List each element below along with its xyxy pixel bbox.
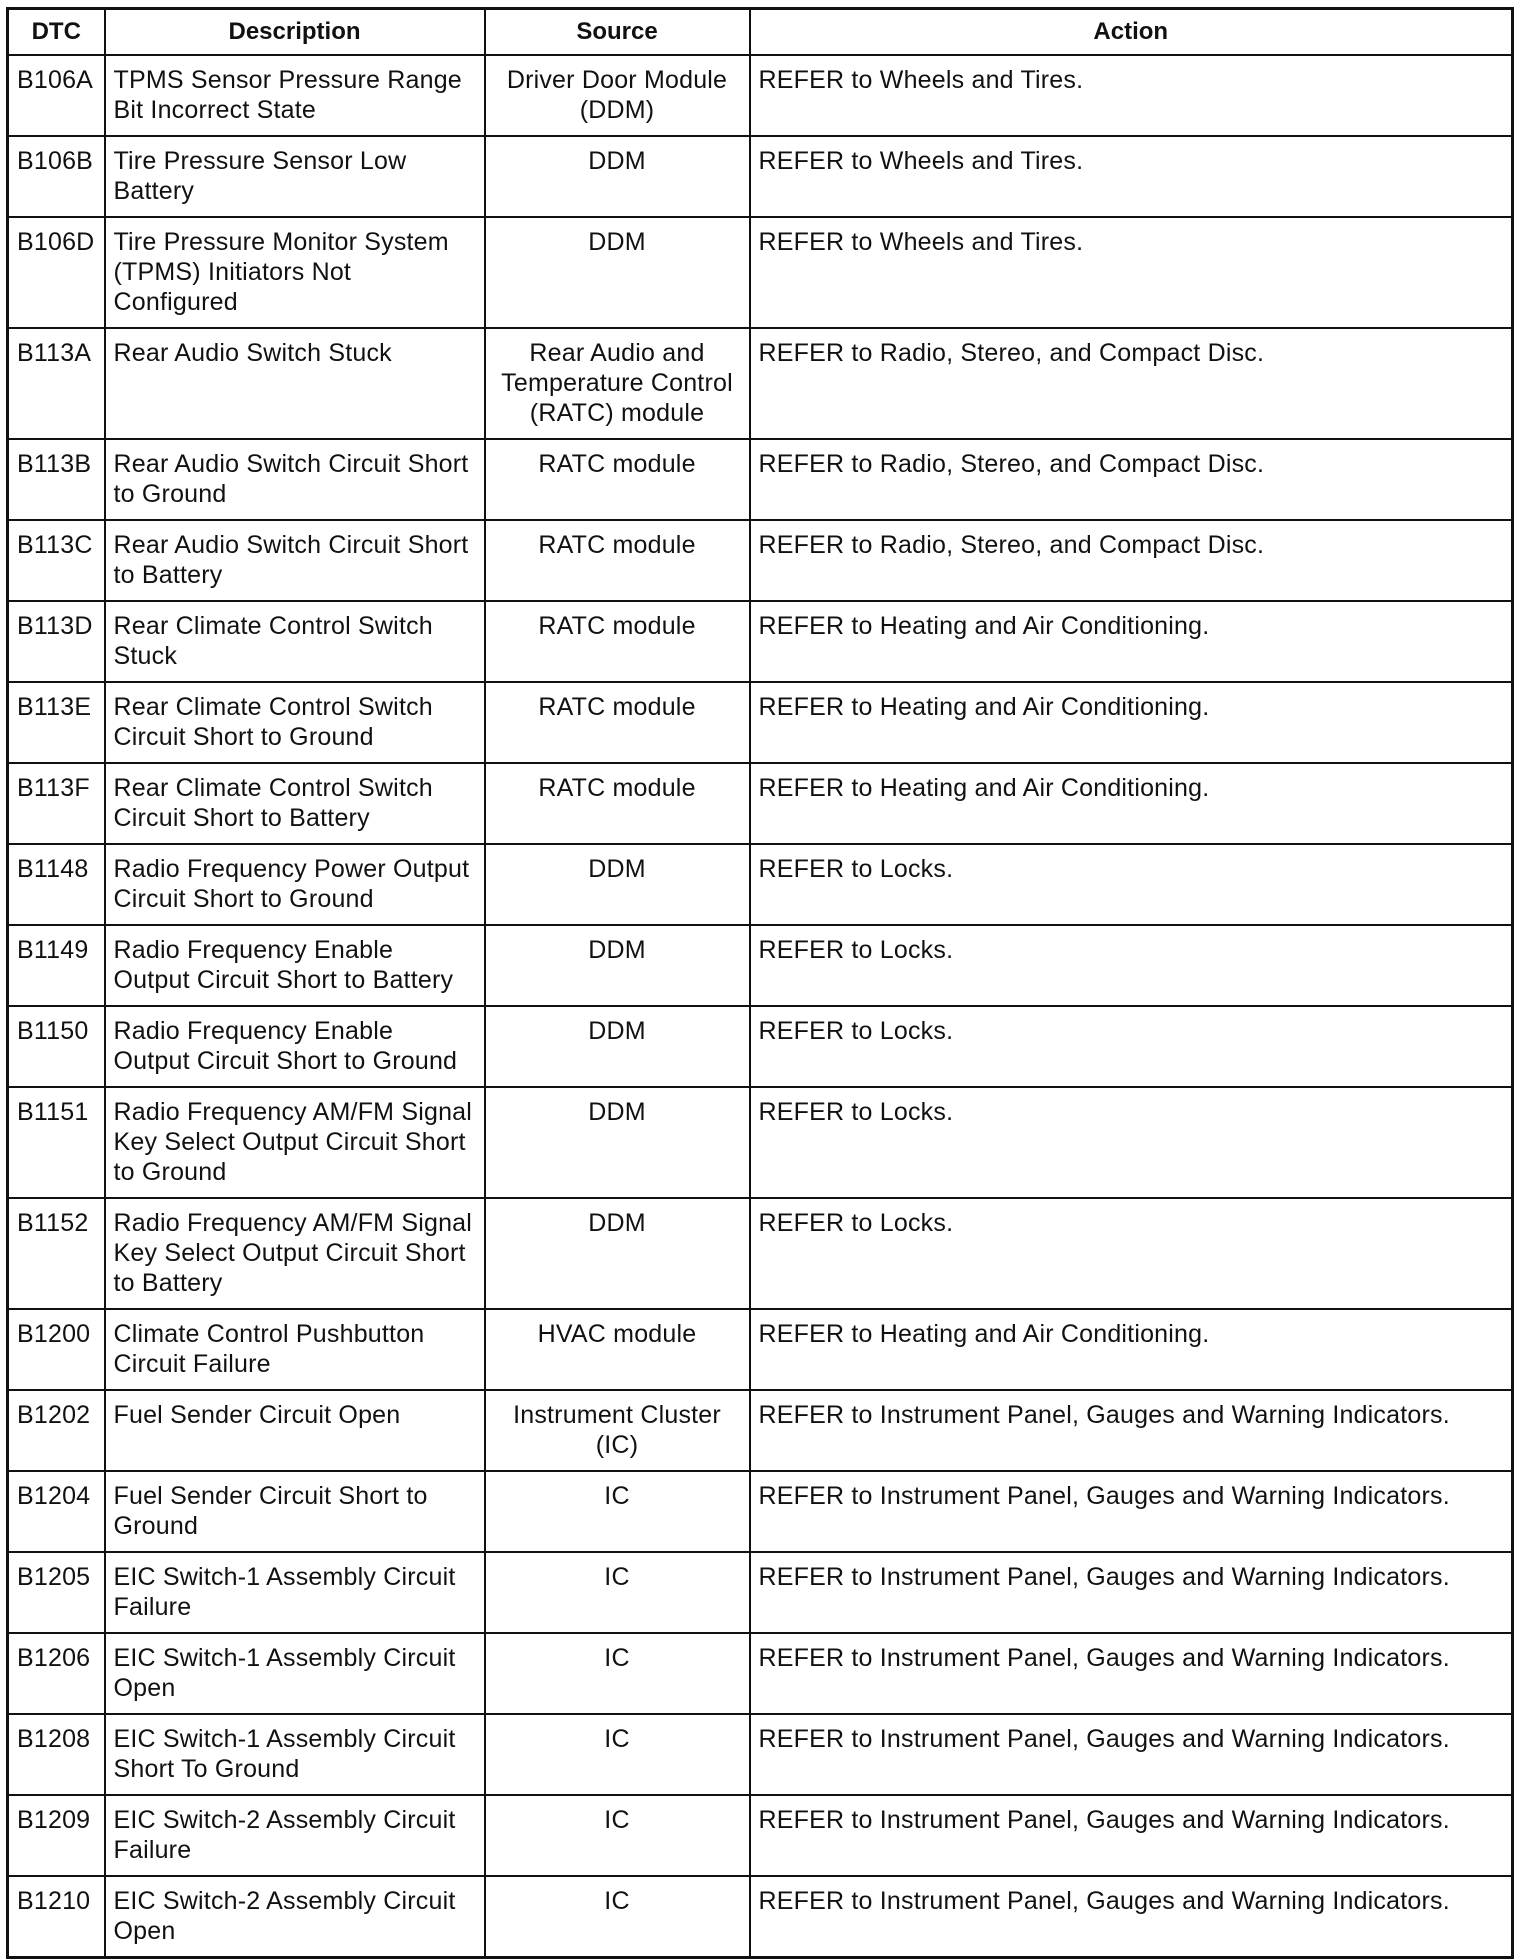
table-row — [8, 439, 1513, 520]
table-row — [8, 1309, 1513, 1390]
source-cell: HVAC module — [485, 1309, 750, 1390]
dtc-cell: B1152 — [8, 1198, 105, 1309]
dtc-cell: B113A — [8, 328, 105, 439]
source-cell: DDM — [485, 1006, 750, 1087]
dtc-cell: B1206 — [8, 1633, 105, 1714]
description-cell: Radio Frequency Enable Output Circuit Short to Battery — [105, 925, 485, 1006]
action-cell: REFER to Radio, Stereo, and Compact Disc. — [750, 328, 1513, 439]
action-cell: REFER to Heating and Air Conditioning. — [750, 682, 1513, 763]
header-dtc: DTC — [8, 9, 105, 56]
action-cell: REFER to Heating and Air Conditioning. — [750, 601, 1513, 682]
table-row — [8, 601, 1513, 682]
source-cell: DDM — [485, 217, 750, 328]
table-row — [8, 763, 1513, 844]
source-cell: DDM — [485, 136, 750, 217]
action-cell: REFER to Instrument Panel, Gauges and Warning Indicators. — [750, 1552, 1513, 1633]
source-cell: RATC module — [485, 682, 750, 763]
description-cell: EIC Switch-1 Assembly Circuit Short To Ground — [105, 1714, 485, 1795]
table-row — [8, 1087, 1513, 1198]
table-row — [8, 1552, 1513, 1633]
table-row — [8, 1876, 1513, 1958]
action-cell: REFER to Wheels and Tires. — [750, 217, 1513, 328]
description-cell: Rear Audio Switch Circuit Short to Ground — [105, 439, 485, 520]
action-cell: REFER to Instrument Panel, Gauges and Warning Indicators. — [750, 1876, 1513, 1958]
dtc-cell: B1150 — [8, 1006, 105, 1087]
description-cell: Rear Climate Control Switch Circuit Short to Ground — [105, 682, 485, 763]
table-row — [8, 844, 1513, 925]
source-cell: Driver Door Module (DDM) — [485, 55, 750, 136]
source-cell: DDM — [485, 1087, 750, 1198]
action-cell: REFER to Instrument Panel, Gauges and Warning Indicators. — [750, 1633, 1513, 1714]
dtc-cell: B1209 — [8, 1795, 105, 1876]
dtc-cell: B113B — [8, 439, 105, 520]
table-row — [8, 1198, 1513, 1309]
description-cell: Rear Audio Switch Circuit Short to Battery — [105, 520, 485, 601]
table-row — [8, 328, 1513, 439]
dtc-cell: B1205 — [8, 1552, 105, 1633]
source-cell: Rear Audio and Temperature Control (RATC) module — [485, 328, 750, 439]
action-cell: REFER to Locks. — [750, 1198, 1513, 1309]
dtc-cell: B1208 — [8, 1714, 105, 1795]
dtc-cell: B1149 — [8, 925, 105, 1006]
description-cell: Rear Audio Switch Stuck — [105, 328, 485, 439]
description-cell: EIC Switch-2 Assembly Circuit Open — [105, 1876, 485, 1958]
table-row — [8, 217, 1513, 328]
source-cell: IC — [485, 1552, 750, 1633]
header-source: Source — [485, 9, 750, 56]
description-cell: Radio Frequency AM/FM Signal Key Select Output Circuit Short to Ground — [105, 1087, 485, 1198]
table-row — [8, 1006, 1513, 1087]
description-cell: EIC Switch-1 Assembly Circuit Open — [105, 1633, 485, 1714]
source-cell: IC — [485, 1876, 750, 1958]
source-cell: DDM — [485, 925, 750, 1006]
action-cell: REFER to Wheels and Tires. — [750, 136, 1513, 217]
header-action: Action — [750, 9, 1513, 56]
action-cell: REFER to Locks. — [750, 1006, 1513, 1087]
source-cell: RATC module — [485, 520, 750, 601]
table-row — [8, 925, 1513, 1006]
table-header-row — [8, 9, 1513, 56]
description-cell: Radio Frequency AM/FM Signal Key Select Output Circuit Short to Battery — [105, 1198, 485, 1309]
description-cell: Fuel Sender Circuit Open — [105, 1390, 485, 1471]
table-row — [8, 1390, 1513, 1471]
source-cell: IC — [485, 1471, 750, 1552]
description-cell: EIC Switch-2 Assembly Circuit Failure — [105, 1795, 485, 1876]
source-cell: Instrument Cluster (IC) — [485, 1390, 750, 1471]
description-cell: Tire Pressure Monitor System (TPMS) Initiators Not Configured — [105, 217, 485, 328]
dtc-cell: B113F — [8, 763, 105, 844]
dtc-cell: B1210 — [8, 1876, 105, 1958]
dtc-cell: B1151 — [8, 1087, 105, 1198]
source-cell: IC — [485, 1714, 750, 1795]
dtc-cell: B113E — [8, 682, 105, 763]
action-cell: REFER to Locks. — [750, 844, 1513, 925]
dtc-cell: B1204 — [8, 1471, 105, 1552]
dtc-table — [6, 7, 1514, 1959]
action-cell: REFER to Radio, Stereo, and Compact Disc. — [750, 520, 1513, 601]
dtc-cell: B113D — [8, 601, 105, 682]
action-cell: REFER to Instrument Panel, Gauges and Warning Indicators. — [750, 1714, 1513, 1795]
description-cell: Radio Frequency Enable Output Circuit Short to Ground — [105, 1006, 485, 1087]
dtc-cell: B1148 — [8, 844, 105, 925]
description-cell: Climate Control Pushbutton Circuit Failure — [105, 1309, 485, 1390]
source-cell: DDM — [485, 1198, 750, 1309]
table-row — [8, 682, 1513, 763]
action-cell: REFER to Instrument Panel, Gauges and Warning Indicators. — [750, 1795, 1513, 1876]
source-cell: DDM — [485, 844, 750, 925]
table-row — [8, 1471, 1513, 1552]
description-cell: Fuel Sender Circuit Short to Ground — [105, 1471, 485, 1552]
action-cell: REFER to Locks. — [750, 1087, 1513, 1198]
dtc-cell: B1200 — [8, 1309, 105, 1390]
table-row — [8, 1795, 1513, 1876]
action-cell: REFER to Instrument Panel, Gauges and Warning Indicators. — [750, 1390, 1513, 1471]
action-cell: REFER to Radio, Stereo, and Compact Disc. — [750, 439, 1513, 520]
dtc-cell: B1202 — [8, 1390, 105, 1471]
source-cell: IC — [485, 1795, 750, 1876]
description-cell: EIC Switch-1 Assembly Circuit Failure — [105, 1552, 485, 1633]
description-cell: Rear Climate Control Switch Circuit Short to Battery — [105, 763, 485, 844]
action-cell: REFER to Heating and Air Conditioning. — [750, 1309, 1513, 1390]
dtc-cell: B106D — [8, 217, 105, 328]
table-row — [8, 520, 1513, 601]
dtc-cell: B106A — [8, 55, 105, 136]
table-row — [8, 55, 1513, 136]
description-cell: Radio Frequency Power Output Circuit Short to Ground — [105, 844, 485, 925]
description-cell: Tire Pressure Sensor Low Battery — [105, 136, 485, 217]
header-description: Description — [105, 9, 485, 56]
dtc-cell: B106B — [8, 136, 105, 217]
table-row — [8, 136, 1513, 217]
action-cell: REFER to Wheels and Tires. — [750, 55, 1513, 136]
table-row — [8, 1714, 1513, 1795]
action-cell: REFER to Heating and Air Conditioning. — [750, 763, 1513, 844]
dtc-table-container — [6, 7, 1511, 1959]
table-row — [8, 1633, 1513, 1714]
description-cell: Rear Climate Control Switch Stuck — [105, 601, 485, 682]
source-cell: IC — [485, 1633, 750, 1714]
dtc-cell: B113C — [8, 520, 105, 601]
action-cell: REFER to Locks. — [750, 925, 1513, 1006]
source-cell: RATC module — [485, 439, 750, 520]
action-cell: REFER to Instrument Panel, Gauges and Warning Indicators. — [750, 1471, 1513, 1552]
source-cell: RATC module — [485, 763, 750, 844]
source-cell: RATC module — [485, 601, 750, 682]
description-cell: TPMS Sensor Pressure Range Bit Incorrect State — [105, 55, 485, 136]
